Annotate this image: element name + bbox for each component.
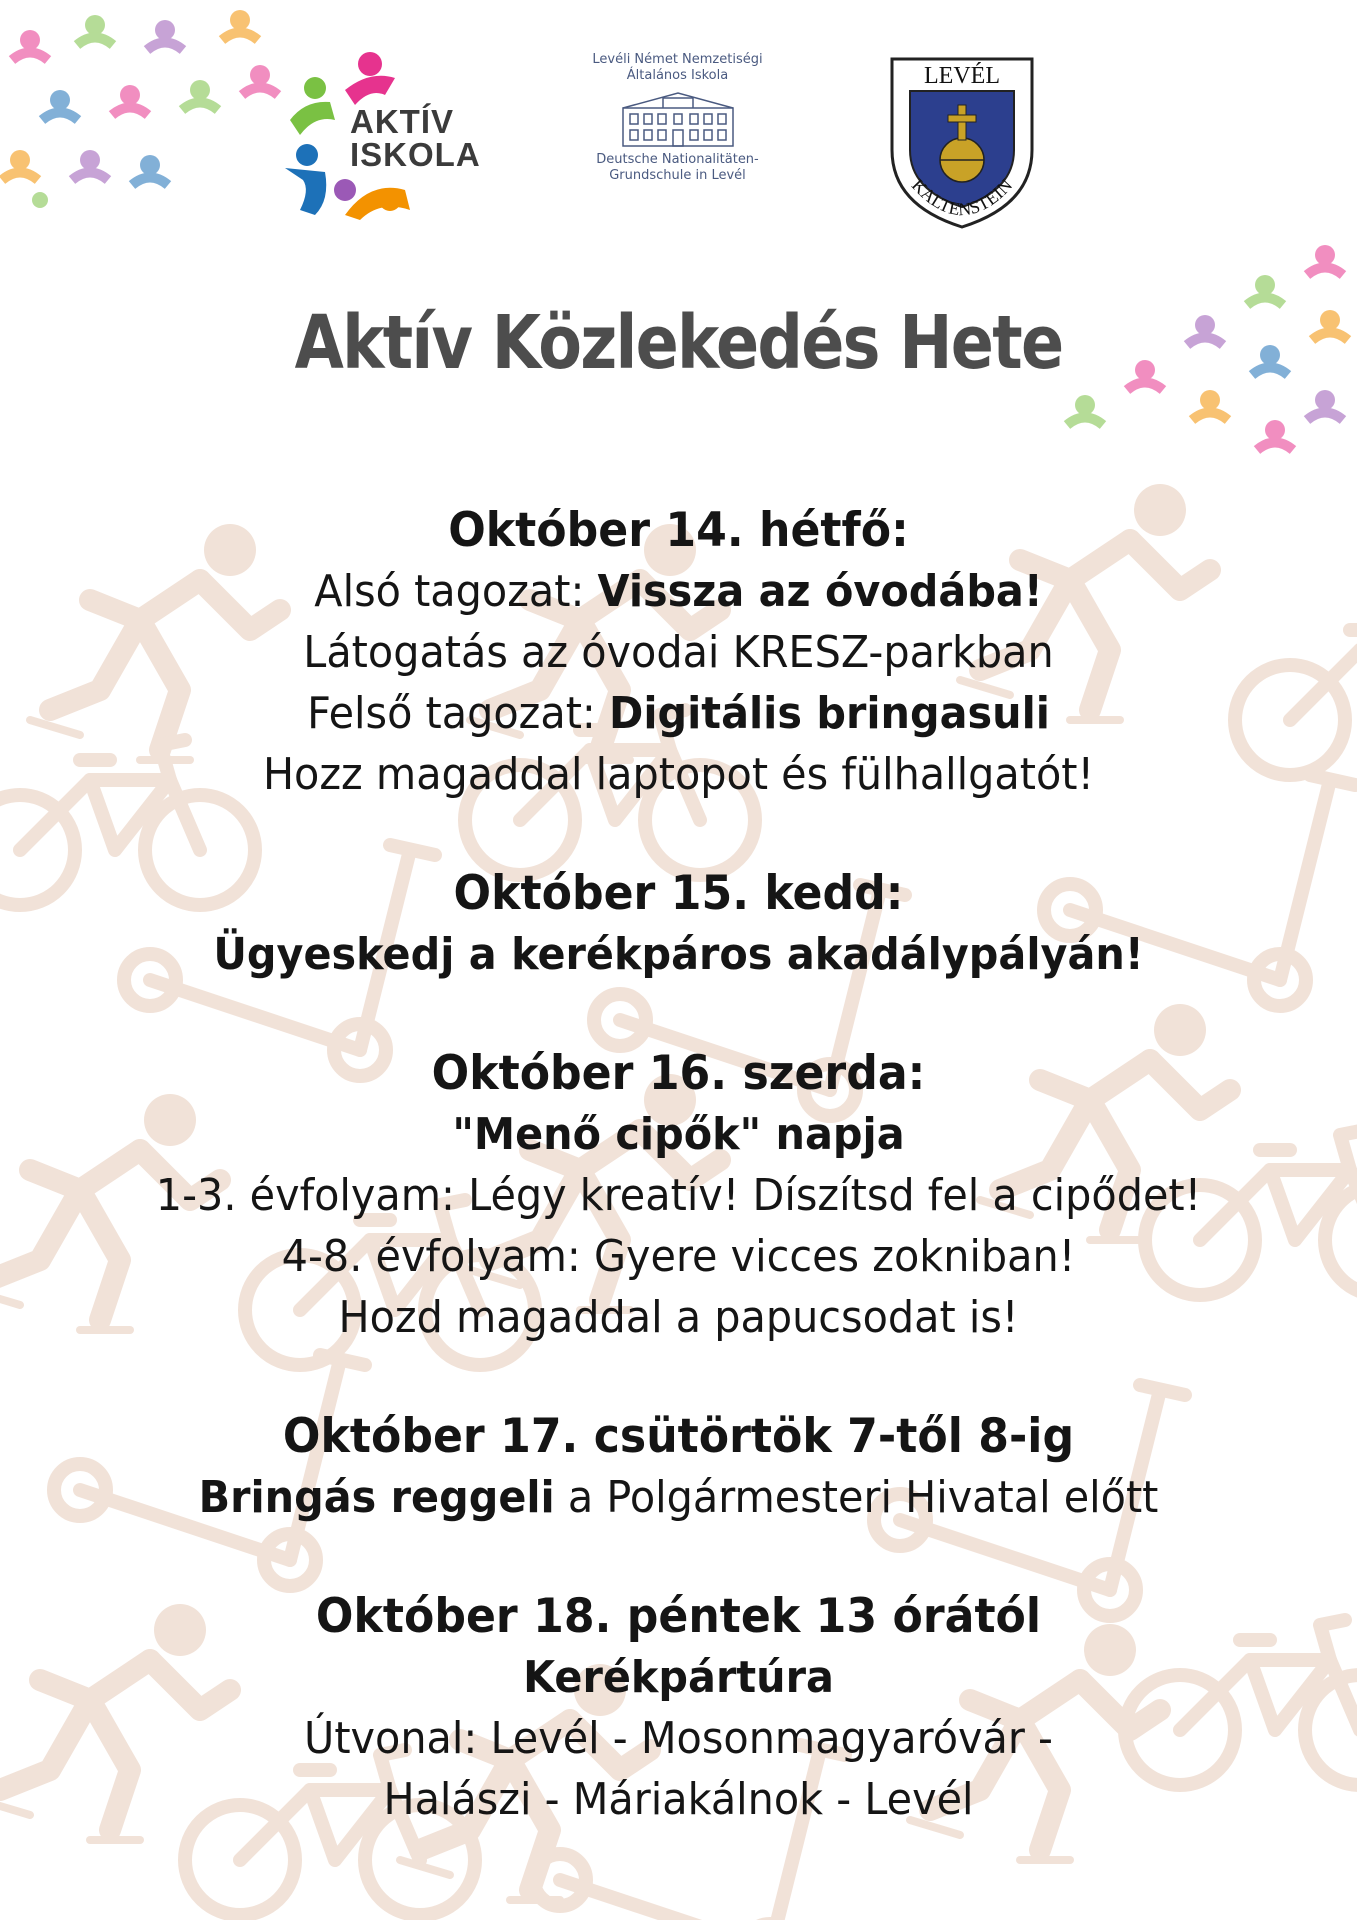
crest-bottom-text: KALTENSTEIN [907,174,1017,220]
event-line-normal: Alsó tagozat: [314,566,598,617]
event-line: Halászi - Máriakálnok - Levél [383,1774,974,1825]
event-line-bold: Vissza az óvodába! [597,566,1043,617]
event-oct-18 [0,1586,1357,1830]
event-oct-15 [0,863,1357,985]
crest-top-text: LEVÉL [924,63,1000,89]
level-coat-of-arms [888,55,1036,230]
school-name-line2: Általános Iskola [626,68,729,83]
event-line [41,561,1317,622]
event-line: 4-8. évfolyam: Gyere vicces zokniban! [281,1231,1076,1282]
event-line [41,683,1317,744]
event-line [41,1467,1317,1528]
event-line: Útvonal: Levél - Mosonmagyaróvár - [304,1713,1053,1764]
aktiv-iskola-wordmark [350,105,481,171]
event-line-bold: Digitális bringasuli [609,688,1050,739]
school-name-hungarian [565,52,790,84]
school-german-line1: Deutsche Nationalitäten- [596,152,759,167]
aktiv-word: AKTÍV [350,103,454,140]
event-oct-14 [0,500,1357,805]
school-german-line2: Grundschule in Levél [609,168,746,183]
event-line-normal: a Polgármesteri Hivatal előtt [554,1472,1159,1523]
event-heading: Október 14. hétfő: [448,503,909,558]
decorative-pattern-top-left [0,0,310,215]
event-line: Kerékpártúra [523,1652,834,1703]
event-line: Látogatás az óvodai KRESZ-parkban [303,627,1054,678]
page-title: Aktív Közlekedés Hete [294,300,1063,386]
school-name-german [565,152,790,184]
event-line-normal: Felső tagozat: [307,688,610,739]
event-line: Hozz magaddal laptopot és fülhallgatót! [262,749,1095,800]
event-line-bold: Bringás reggeli [198,1472,555,1523]
event-oct-17 [0,1406,1357,1528]
event-line: Hozd magaddal a papucsodat is! [338,1292,1019,1343]
event-line: "Menő cipők" napja [452,1109,905,1160]
event-heading: Október 16. szerda: [431,1046,926,1101]
event-list [0,500,1357,1888]
iskola-word: ISKOLA [350,136,481,173]
school-name-line1: Levéli Német Nemzetiségi [592,52,763,67]
event-oct-16 [0,1043,1357,1348]
event-line: 1-3. évfolyam: Légy kreatív! Díszítsd fel a cipődet! [155,1170,1202,1221]
event-heading: Október 17. csütörtök 7-től 8-ig [282,1409,1075,1464]
event-heading: Október 15. kedd: [453,866,904,921]
event-line: Ügyeskedj a kerékpáros akadálypályán! [213,929,1144,980]
school-building-icon [618,88,738,148]
event-heading: Október 18. péntek 13 órától [315,1589,1042,1644]
school-logo [565,52,790,212]
